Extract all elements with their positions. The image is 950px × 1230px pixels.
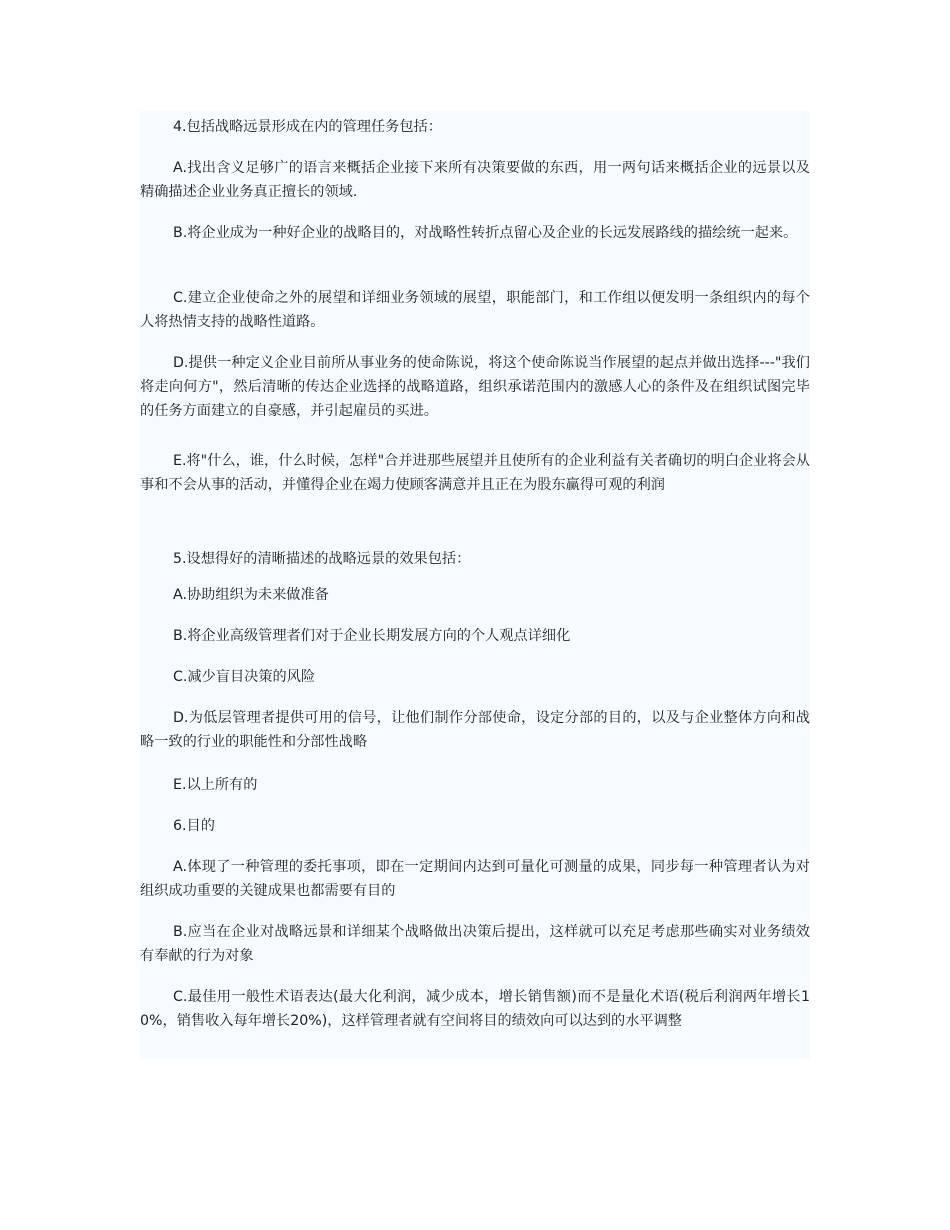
question-4-option-a: A.找出含义足够广的语言来概括企业接下来所有决策要做的东西，用一两句话来概括企业的远景以及精确描述企业业务真正擅长的领域. xyxy=(140,160,810,200)
question-6-option-b: B.应当在企业对战略远景和详细某个战略做出决策后提出，这样就可以充足考虑那些确实对业务绩效有奉献的行为对象 xyxy=(140,924,810,964)
question-4-option-d: D.提供一种定义企业目前所从事业务的使命陈说，将这个使命陈说当作展望的起点并做出选择---"我们将走向何方"，然后清晰的传达企业选择的战略道路，组织承诺范围内的激感人心的条件及在组织试图完毕的任务方面建立的自豪感，并引起雇员的买进。 xyxy=(140,355,810,419)
question-5-option-b: B.将企业高级管理者们对于企业长期发展方向的个人观点详细化 xyxy=(173,628,571,644)
question-5-option-c: C.减少盲目决策的风险 xyxy=(173,669,316,685)
question-5-option-d: D.为低层管理者提供可用的信号，让他们制作分部使命，设定分部的目的，以及与企业整体方向和战略一致的行业的职能性和分部性战略 xyxy=(140,710,810,750)
question-6-option-c: C.最佳用一般性术语表达(最大化利润，减少成本，增长销售额)而不是量化术语(税后利润两年增长10%，销售收入每年增长20%)，这样管理者就有空间将目的绩效向可以达到的水平调整 xyxy=(140,989,810,1029)
question-4-option-c: C.建立企业使命之外的展望和详细业务领域的展望，职能部门，和工作组以便发明一条组织内的每个人将热情支持的战略性道路。 xyxy=(140,290,810,330)
question-5-option-a: A.协助组织为未来做准备 xyxy=(173,587,329,603)
question-6-stem: 6.目的 xyxy=(173,818,215,834)
question-5-stem: 5.设想得好的清晰描述的战略远景的效果包括： xyxy=(173,551,471,567)
question-4-stem: 4.包括战略远景形成在内的管理任务包括： xyxy=(173,119,442,135)
question-4-option-b: B.将企业成为一种好企业的战略目的，对战略性转折点留心及企业的长远发展路线的描绘统一起来。 xyxy=(173,225,798,241)
question-4-option-e: E.将"什么，谁，什么时候，怎样"合并进那些展望并且使所有的企业利益有关者确切的明白企业将会从事和不会从事的活动，并懂得企业在竭力使顾客满意并且正在为股东赢得可观的利润 xyxy=(140,453,810,493)
question-5-option-e: E.以上所有的 xyxy=(173,777,258,793)
document-body xyxy=(140,111,810,1059)
question-6-option-a: A.体现了一种管理的委托事项，即在一定期间内达到可量化可测量的成果，同步每一种管理者认为对组织成功重要的关键成果也都需要有目的 xyxy=(140,859,810,899)
